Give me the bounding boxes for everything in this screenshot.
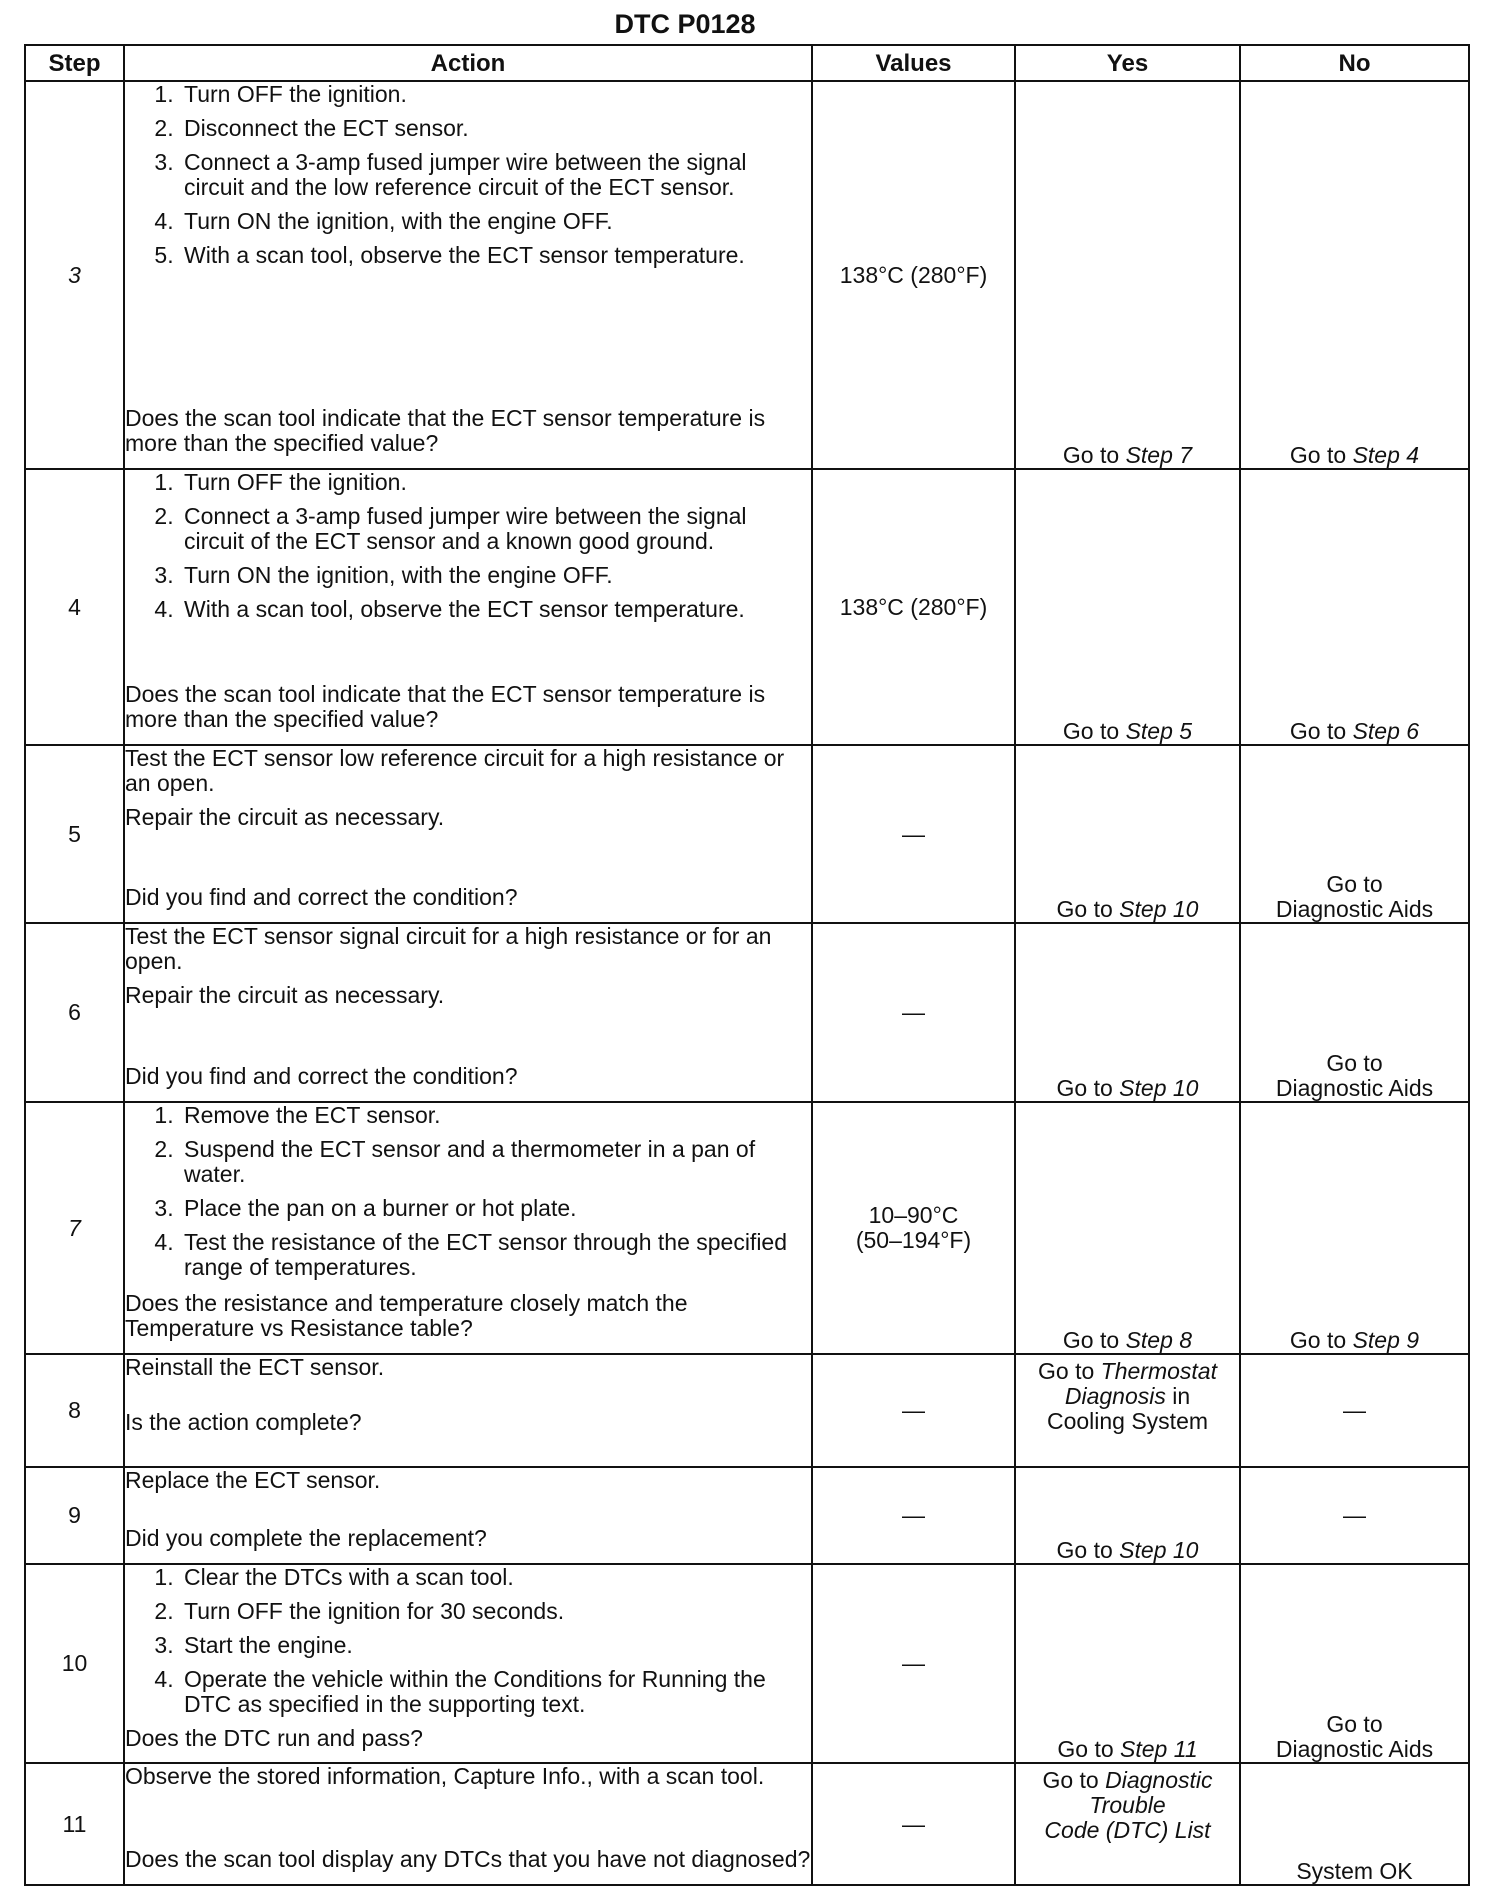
table-row-step-11 [25,1763,1469,1885]
action-cell [124,745,812,923]
goto-step-link[interactable]: Step 6 [1352,718,1420,744]
action-question: Did you complete the replacement? [125,1525,487,1551]
goto-prefix: Go to [1289,1327,1353,1353]
diagnostic-table [24,44,1470,1886]
action-steps [125,1103,811,1289]
no-text: Go to [1326,1050,1383,1076]
goto-prefix: Go to [1056,1537,1120,1563]
action-cell [124,1467,812,1564]
action-question: Does the resistance and temperature closely match the Temperature vs Resistance table? [125,1290,688,1341]
action-question: Did you find and correct the condition? [125,1063,518,1089]
action-question: Does the scan tool display any DTCs that you have not diagnosed? [125,1846,811,1872]
yes-cell [1015,81,1240,469]
step-number: 9 [25,1467,124,1564]
goto-prefix: Go to [1056,896,1120,922]
table-row-step-4 [25,469,1469,745]
yes-cell [1015,1763,1240,1885]
table-row-step-5 [25,745,1469,923]
values-cell [812,1102,1015,1354]
action-steps [125,1565,811,1726]
action-cell [124,469,812,745]
table-row-step-10 [25,1564,1469,1763]
goto-step-link[interactable]: Step 10 [1119,1537,1199,1563]
action-step: 1. Turn OFF the ignition. [180,82,811,107]
table-row-step-8 [25,1354,1469,1467]
values-cell: — [812,745,1015,923]
action-step: 3. Turn ON the ignition, with the engine OFF. [180,563,811,588]
diagnostic-aids-link[interactable]: Diagnostic Aids [1275,896,1434,922]
no-text: Go to [1326,871,1383,897]
no-text: Go to [1326,1711,1383,1737]
yes-cell [1015,1564,1240,1763]
goto-step-link[interactable]: Step 10 [1119,1075,1199,1101]
value-line: (50–194°F) [855,1227,972,1253]
goto-step-link[interactable]: Step 11 [1120,1736,1198,1762]
table-row-step-3 [25,81,1469,469]
action-step: 4. Test the resistance of the ECT sensor through the specified range of temperatures. [180,1230,811,1280]
no-cell [1240,923,1469,1102]
page-title: DTC P0128 [614,9,756,39]
thermostat-diagnosis-link[interactable]: Diagnosis [1064,1383,1166,1409]
no-cell [1240,1102,1469,1354]
yes-cell [1015,1354,1240,1467]
no-cell [1240,81,1469,469]
yes-cell [1015,1102,1240,1354]
yes-text: Cooling System [1046,1408,1209,1434]
dtc-list-link[interactable]: Trouble [1089,1792,1166,1818]
action-step: 1. Turn OFF the ignition. [180,470,811,495]
step-number: 7 [25,1102,124,1354]
action-step: 3. Connect a 3-amp fused jumper wire between the signal circuit and the low reference circuit of the ECT sensor. [180,150,811,200]
action-text: Repair the circuit as necessary. [125,982,445,1008]
action-step: 2. Connect a 3-amp fused jumper wire between the signal circuit of the ECT sensor and a known good ground. [180,504,811,554]
goto-prefix: Go to [1289,718,1353,744]
value-line: 10–90°C [868,1202,959,1228]
action-question: Does the scan tool indicate that the ECT sensor temperature is more than the specified value? [125,405,766,456]
diagnostic-aids-link[interactable]: Diagnostic Aids [1275,1075,1434,1101]
step-number: 4 [25,469,124,745]
goto-prefix: Go to [1042,1767,1106,1793]
action-cell [124,1102,812,1354]
action-text: Observe the stored information, Capture Info., with a scan tool. [125,1763,765,1789]
action-question: Does the scan tool indicate that the ECT sensor temperature is more than the specified value? [125,681,766,732]
action-step: 2. Turn OFF the ignition for 30 seconds. [180,1599,811,1624]
values-cell: — [812,1763,1015,1885]
action-step: 2. Suspend the ECT sensor and a thermometer in a pan of water. [180,1137,811,1187]
header-values: Values [812,45,1015,81]
action-step: 4. Operate the vehicle within the Conditions for Running the DTC as specified in the supporting text. [180,1667,811,1717]
action-text: Test the ECT sensor signal circuit for a high resistance or for an open. [125,923,772,974]
yes-cell [1015,923,1240,1102]
header-action: Action [124,45,812,81]
values-cell: 138°C (280°F) [812,469,1015,745]
action-step: 5. With a scan tool, observe the ECT sensor temperature. [180,243,811,268]
no-cell [1240,1564,1469,1763]
header-step: Step [25,45,124,81]
yes-cell [1015,745,1240,923]
action-cell [124,1354,812,1467]
goto-step-link[interactable]: Step 4 [1352,442,1420,468]
no-cell: System OK [1240,1763,1469,1885]
values-cell: — [812,1467,1015,1564]
dtc-list-link[interactable]: Diagnostic [1105,1767,1213,1793]
table-row-step-7 [25,1102,1469,1354]
action-step: 2. Disconnect the ECT sensor. [180,116,811,141]
no-cell [1240,745,1469,923]
action-text: Repair the circuit as necessary. [125,804,445,830]
goto-step-link[interactable]: Step 7 [1125,442,1193,468]
action-step: 4. Turn ON the ignition, with the engine OFF. [180,209,811,234]
action-question: Is the action complete? [125,1409,362,1435]
step-number: 6 [25,923,124,1102]
yes-cell [1015,1467,1240,1564]
action-step: 3. Place the pan on a burner or hot plate. [180,1196,811,1221]
thermostat-diagnosis-link[interactable]: Thermostat [1100,1358,1217,1384]
action-text: Reinstall the ECT sensor. [125,1354,385,1380]
goto-prefix: Go to [1062,1327,1126,1353]
goto-step-link[interactable]: Step 5 [1125,718,1193,744]
action-step: 1. Clear the DTCs with a scan tool. [180,1565,811,1590]
goto-prefix: Go to [1057,1736,1121,1762]
action-step: 3. Start the engine. [180,1633,811,1658]
yes-text: in [1165,1383,1191,1409]
goto-step-link[interactable]: Step 8 [1125,1327,1193,1353]
header-yes: Yes [1015,45,1240,81]
no-cell [1240,469,1469,745]
action-step: 1. Remove the ECT sensor. [180,1103,811,1128]
action-question: Does the DTC run and pass? [125,1725,423,1751]
action-text: Test the ECT sensor low reference circuit for a high resistance or an open. [125,745,785,796]
action-question: Did you find and correct the condition? [125,884,518,910]
step-number: 5 [25,745,124,923]
values-cell: — [812,1354,1015,1467]
action-cell [124,1763,812,1885]
no-cell: — [1240,1467,1469,1564]
values-cell: — [812,923,1015,1102]
goto-step-link[interactable]: Step 10 [1119,896,1199,922]
dtc-list-link[interactable]: Code (DTC) List [1044,1817,1211,1843]
table-row-step-6 [25,923,1469,1102]
action-steps [125,82,811,277]
yes-cell [1015,469,1240,745]
action-cell [124,81,812,469]
goto-prefix: Go to [1056,1075,1120,1101]
goto-step-link[interactable]: Step 9 [1352,1327,1420,1353]
action-cell [124,1564,812,1763]
step-number: 3 [25,81,124,469]
action-text: Replace the ECT sensor. [125,1467,381,1493]
action-steps [125,470,811,631]
goto-prefix: Go to [1062,718,1126,744]
goto-prefix: Go to [1062,442,1126,468]
no-cell: — [1240,1354,1469,1467]
diagnostic-aids-link[interactable]: Diagnostic Aids [1275,1736,1434,1762]
goto-prefix: Go to [1038,1358,1101,1384]
values-cell: — [812,1564,1015,1763]
action-cell [124,923,812,1102]
values-cell: 138°C (280°F) [812,81,1015,469]
action-step: 4. With a scan tool, observe the ECT sensor temperature. [180,597,811,622]
step-number: 10 [25,1564,124,1763]
header-no: No [1240,45,1469,81]
step-number: 11 [25,1763,124,1885]
header-row [25,45,1469,81]
step-number: 8 [25,1354,124,1467]
table-row-step-9 [25,1467,1469,1564]
goto-prefix: Go to [1289,442,1353,468]
